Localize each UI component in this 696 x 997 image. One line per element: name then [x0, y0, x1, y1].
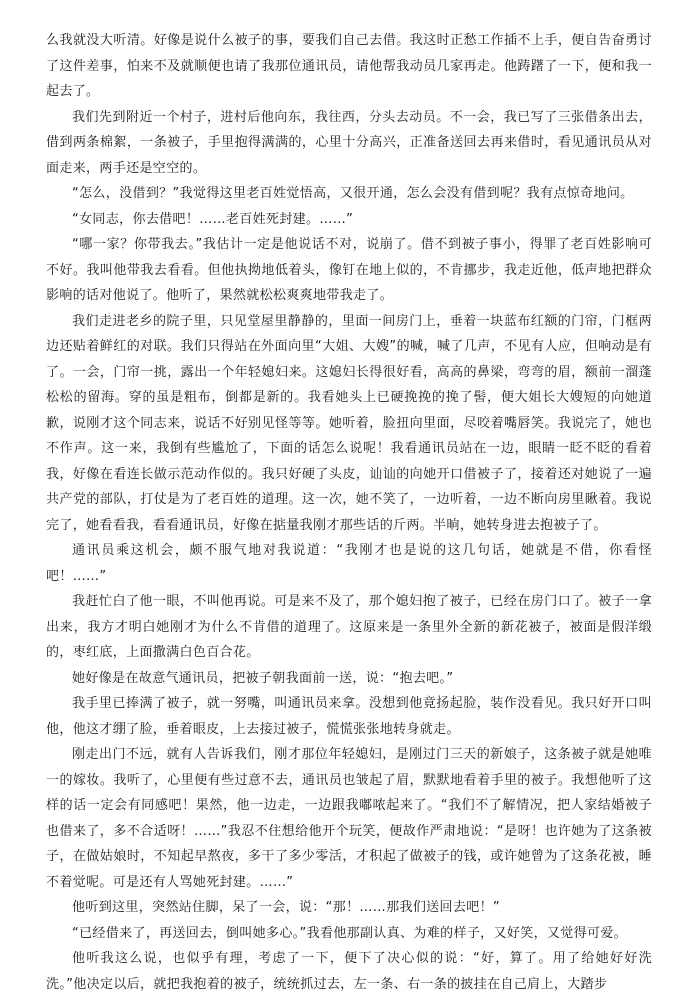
paragraph-3: “怎么，没借到？”我觉得这里老百姓觉悟高，又很开通，怎么会没有借到呢？我有点惊奇地问。: [72, 186, 634, 201]
paragraph-8: 我赶忙白了他一眼，不叫他再说。可是来不及了，那个媳妇抱了被子，已经在房门口了。被子一拿出来，我方才明白她刚才为什么不肯借的道理了。这原来是一条里外全新的新花被子，被面是假洋缎的，枣红底，上面撒满白色百合花。: [46, 594, 652, 660]
paragraph-10: 我手里已捧满了被子，就一努嘴，叫通讯员来拿。没想到他竟扬起脸，装作没看见。我只好开口叫他，他这才绷了脸，垂着眼皮，上去接过被子，慌慌张张地转身就走。: [46, 696, 652, 737]
paragraph-14: 他听我这么说，也似乎有理，考虑了一下，便下了决心似的说：“好，算了。用了给她好好洗洗。”他决定以后，就把我抱着的被子，统统抓过去，左一条、右一条的披挂在自己肩上，大踏步: [46, 951, 652, 992]
paragraph-9: 她好像是在故意气通讯员，把被子朝我面前一送，说：“抱去吧。”: [72, 670, 454, 686]
paragraph-7: 通讯员乘这机会，颇不服气地对我说道：“我刚才也是说的这几句话，她就是不借，你看怪吧！……”: [46, 543, 652, 584]
paragraph-6: 我们走进老乡的院子里，只见堂屋里静静的，里面一间房门上，垂着一块蓝布红额的门帘，门框两边还贴着鲜红的对联。我们只得站在外面向里“大姐、大嫂”的喊，喊了几声，不见有人应，但响动是有了。一会，门帘一挑，露出一个年轻媳妇来。这媳妇长得很好看，高高的鼻梁，弯弯的眉，额前一溜蓬松松的留海。穿的虽是粗布，倒都是新的。我看她头上已硬挽挽的挽了髻，便大姐长大嫂短的向她道歉，说刚才这个同志来，说话不好别见怪等等。她听着，脸扭向里面，尽咬着嘴唇笑。我说完了，她也不作声。这一来，我倒有些尴尬了，下面的话怎么说呢！我看通讯员站在一边，眼睛一眨不眨的看着我，好像在看连长做示范动作似的。我只好硬了头皮，讪讪的向她开口借被子了，接着还对她说了一遍共产党的部队，打仗是为了老百姓的道理。这一次，她不笑了，一边听着，一边不断向房里瞅着。我说完了，她看看我，看看通讯员，好像在掂量我刚才那些话的斤两。半晌，她转身进去抱被子了。: [46, 313, 652, 533]
paragraph-4: “女同志，你去借吧！……老百姓死封建。……”: [72, 211, 354, 227]
paragraph-2: 我们先到附近一个村子，进村后他向东，我往西，分头去动员。不一会，我已写了三张借条出去，借到两条棉絮，一条被子，手里抱得满满的，心里十分高兴，正准备送回去再来借时，看见通讯员从对面走来，两手还是空空的。: [46, 109, 652, 176]
paragraph-1: 么我就没大听清。好像是说什么被子的事，要我们自己去借。我这时正愁工作插不上手，便自告奋勇讨了这件差事，怕来不及就顺便也请了我那位通讯员，请他帮我动员几家再走。他踌躇了一下，便和我一起去了。: [46, 33, 652, 99]
paragraph-5: “哪一家？你带我去。”我估计一定是他说话不对，说崩了。借不到被子事小，得罪了老百姓影响可不好。我叫他带我去看看。但他执拗地低着头，像钉在地上似的，不肯挪步，我走近他，低声地把群众影响的话对他说了。他听了，果然就松松爽爽地带我走了。: [46, 237, 652, 303]
paragraph-12: 他听到这里，突然站住脚，呆了一会，说：“那！……那我们送回去吧！”: [72, 900, 501, 915]
paragraph-11: 刚走出门不远，就有人告诉我们，刚才那位年轻媳妇，是刚过门三天的新娘子，这条被子就是她唯一的嫁妆。我听了，心里便有些过意不去，通讯员也皱起了眉，默默地看着手里的被子。我想他听了这样的话一定会有同感吧！果然，他一边走，一边跟我嘟哝起来了。“我们不了解情况，把人家结婚被子也借来了，多不合适呀！……”我忍不住想给他开个玩笑，便故作严肃地说：“是呀！也许她为了这条被子，在做姑娘时，不知起早熬夜，多干了多少零活，才积起了做被子的钱，或许她曾为了这条花被，睡不着觉呢。可是还有人骂她死封建。……”: [46, 747, 652, 890]
paragraph-13: “已经借来了，再送回去，倒叫她多心。”我看他那副认真、为难的样子，又好笑，又觉得可爱。: [72, 925, 628, 941]
